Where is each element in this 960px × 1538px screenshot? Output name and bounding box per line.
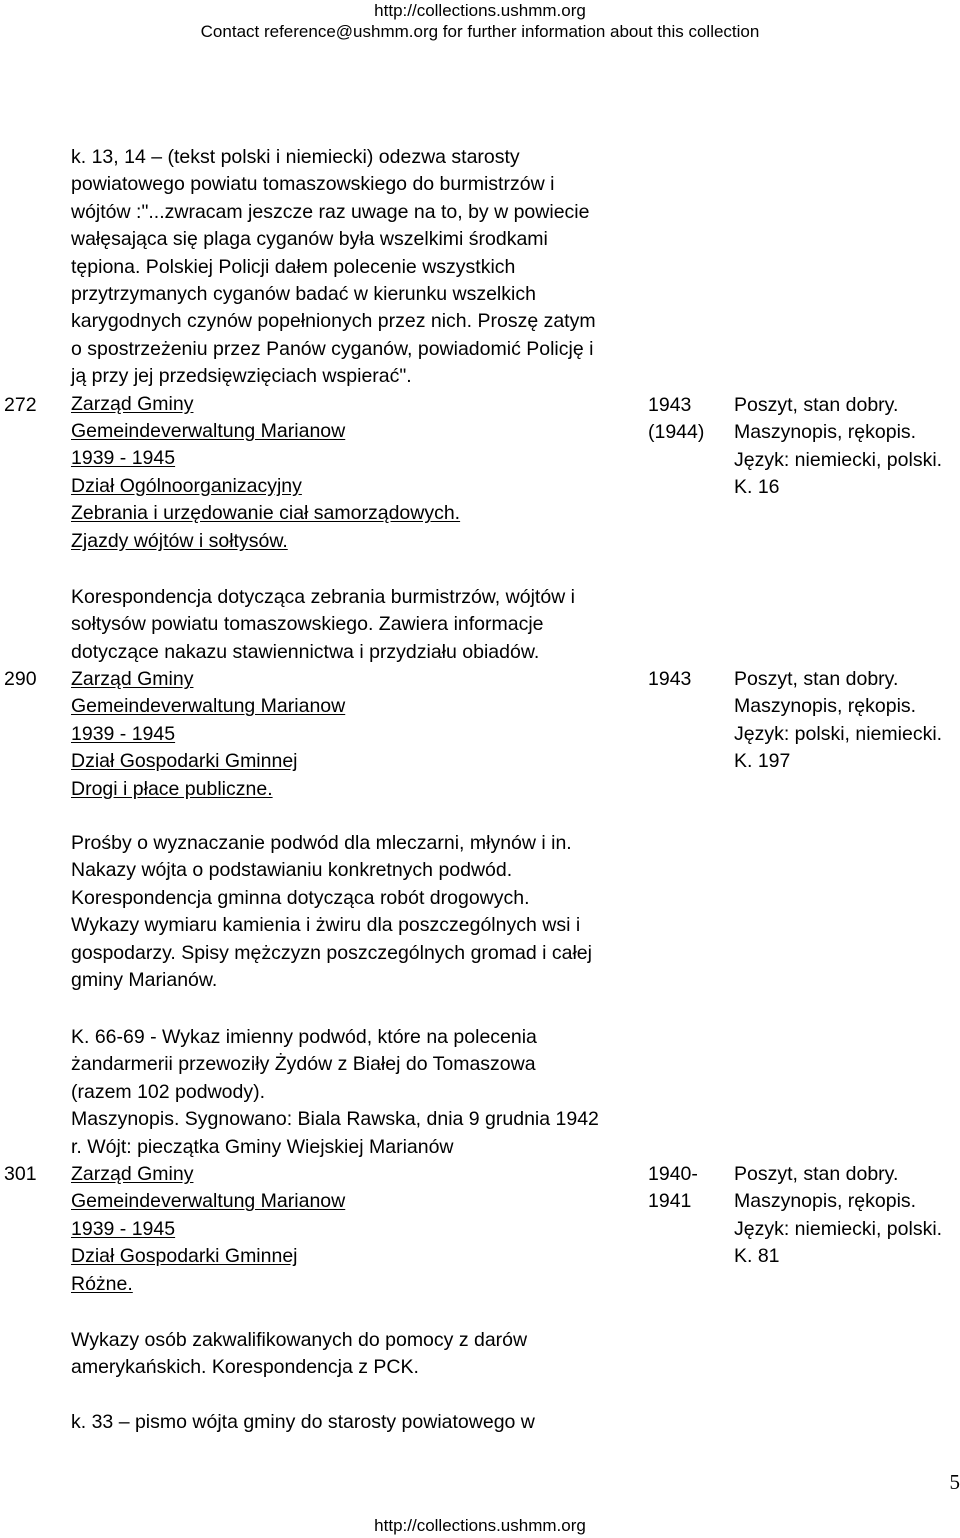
record-line: Dział Gospodarki Gminnej [71,1245,298,1268]
text-line: dotyczące nakazu stawiennictwa i przydziału obiadów. [71,640,540,663]
text-line: Korespondencja dotycząca zebrania burmistrzów, wójtów i [71,586,576,608]
record-line: Zarząd Gminy [71,668,194,690]
entry-272-intro [71,144,596,555]
year-line: 1943 [648,668,692,690]
entry-number: 301 [4,1163,37,1185]
entry-description [734,1161,942,1271]
text-line: przytrzymanych cyganów badać w kierunku wszelkich [71,283,536,306]
text-line: ją przy jej przedsięwzięciach wspierać". [71,365,412,388]
text-line: gminy Marianów. [71,969,218,992]
desc-line: Maszynopis, rękopis. [734,1190,917,1213]
text-line: r. Wójt: pieczątka Gminy Wiejskiej Marianów [71,1135,454,1158]
record-line: Gemeindeverwaltung Marianow [71,420,346,443]
record-line: Dział Ogólnoorganizacyjny [71,474,302,497]
year-line: 1941 [648,1190,692,1213]
text-line: k. 33 – pismo wójta gminy do starosty powiatowego w [71,1411,535,1433]
record-line: Gemeindeverwaltung Marianow [71,695,346,718]
text-line: K. 66-69 - Wykaz imienny podwód, które na polecenia [71,1026,537,1048]
record-line: Gemeindeverwaltung Marianow [71,1190,346,1213]
text-line: karygodnych czynów popełnionych przez nich. Proszę zatym [71,310,596,333]
entry-301-notes [71,1327,527,1382]
text-line: Wykazy wymiaru kamienia i żwiru dla poszczególnych wsi i [71,914,581,937]
text-line: powiatowego powiatu tomaszowskiego do burmistrzów i [71,173,555,196]
entry-290-records [71,666,345,803]
record-line: Zarząd Gminy [71,1163,194,1186]
record-line: Drogi i płace publiczne. [71,777,273,800]
text-line: Maszynopis. Sygnowano: Biala Rawska, dnia 9 grudnia 1942 [71,1108,599,1131]
record-line: Zebrania i urzędowanie ciał samorządowych. [71,502,461,525]
entry-number: 290 [4,668,37,690]
header-url: http://collections.ushmm.org [374,1,586,20]
desc-line: K. 197 [734,750,791,773]
record-line: Zjazdy wójtów i sołtysów. [71,529,288,552]
text-line: k. 13, 14 – (tekst polski i niemiecki) odezwa starosty [71,146,520,168]
desc-line: K. 81 [734,1245,780,1268]
desc-line: Maszynopis, rękopis. [734,421,917,444]
text-line: żandarmerii przewoziły Żydów z Białej do Tomaszowa [71,1053,536,1076]
text-line: wałęsająca się plaga cyganów była wszelkimi środkami [71,228,548,251]
desc-line: Maszynopis, rękopis. [734,695,917,718]
year-line: (1944) [648,421,705,444]
record-line: 1939 - 1945 [71,447,176,470]
header-contact: Contact reference@ushmm.org for further information about this collection [200,22,760,41]
desc-line: Język: niemiecki, polski. [734,1217,943,1240]
footer-url: http://collections.ushmm.org [374,1516,586,1535]
text-line: Prośby o wyznaczanie podwód dla mleczarni, młynów i in. [71,832,572,854]
desc-line: Język: polski, niemiecki. [734,722,943,745]
entry-description [734,392,942,502]
entry-years [648,392,704,447]
entry-301-intro [71,1024,599,1298]
desc-line: Poszyt, stan dobry. [734,394,899,416]
entry-number: 272 [4,394,37,416]
text-line: sołtysów powiatu tomaszowskiego. Zawiera informacje [71,613,544,636]
desc-line: Poszyt, stan dobry. [734,1163,899,1185]
record-line: 1939 - 1945 [71,1217,176,1240]
text-line: Wykazy osób zakwalifikowanych do pomocy z darów [71,1329,528,1351]
text-line: o spostrzeżeniu przez Panów cyganów, powiadomić Policję i [71,337,594,360]
text-line: tępiona. Polskiej Policji dałem polecenie wszystkich [71,255,516,278]
year-line: 1940- [648,1163,698,1185]
record-line: 1939 - 1945 [71,722,176,745]
record-line: Dział Gospodarki Gminnej [71,750,298,773]
desc-line: K. 16 [734,476,780,499]
record-line: Zarząd Gminy [71,392,194,415]
entry-years [648,666,691,693]
text-line: amerykańskich. Korespondencja z PCK. [71,1356,419,1379]
entry-290-notes [71,830,592,994]
desc-line: Poszyt, stan dobry. [734,668,899,690]
desc-line: Język: niemiecki, polski. [734,448,943,471]
year-line: 1943 [648,394,692,416]
text-line: Korespondencja gminna dotycząca robót drogowych. [71,886,530,909]
page-number: 5 [949,1470,960,1494]
entry-301-tail [71,1409,535,1436]
text-line: Nakazy wójta o podstawianiu konkretnych podwód. [71,859,513,882]
entry-description [734,666,942,776]
record-line: Różne. [71,1272,133,1295]
entry-272-notes [71,584,575,666]
text-line: gospodarzy. Spisy mężczyzn poszczególnych gromad i całej [71,941,592,964]
text-line: wójtów :"...zwracam jeszcze raz uwage na to, by w powiecie [71,200,590,223]
text-line: (razem 102 podwody). [71,1080,266,1103]
entry-years [648,1161,698,1216]
